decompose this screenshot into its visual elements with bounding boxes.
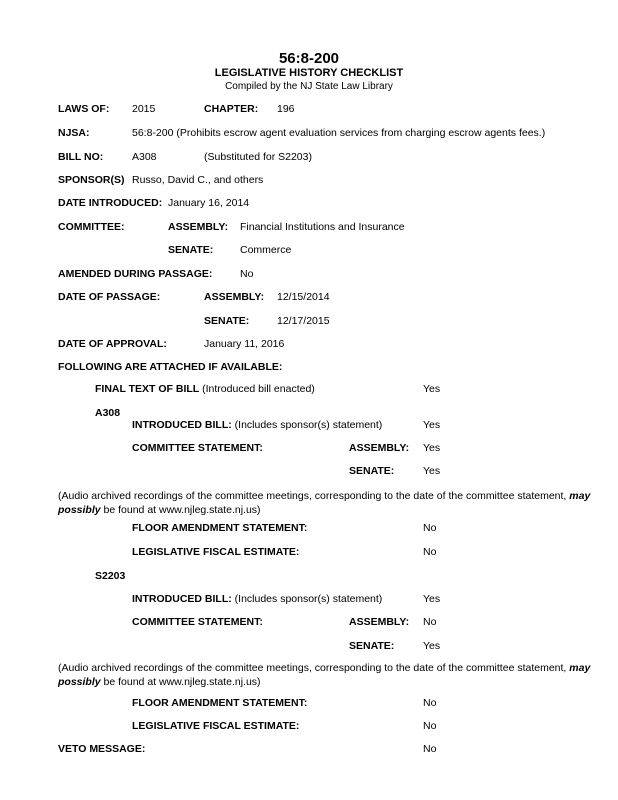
- s2203-committee-statement-label: COMMITTEE STATEMENT:: [132, 616, 263, 628]
- sponsors-label: SPONSOR(S): [58, 174, 125, 186]
- audio-note-1-post: be found at www.njleg.state.nj.us): [100, 504, 261, 517]
- veto-label: VETO MESSAGE:: [58, 743, 146, 755]
- audio-note-2-post: be found at www.njleg.state.nj.us): [100, 676, 261, 689]
- a308-assembly-label: ASSEMBLY:: [349, 442, 410, 454]
- s2203-senate-label: SENATE:: [349, 640, 395, 652]
- amended-label: AMENDED DURING PASSAGE:: [58, 268, 213, 280]
- page-subtitle: Compiled by the NJ State Law Library: [225, 81, 393, 92]
- s2203-senate-value: Yes: [423, 640, 441, 652]
- chapter-label: CHAPTER:: [204, 103, 259, 115]
- date-introduced-label: DATE INTRODUCED:: [58, 197, 163, 209]
- laws-of-value: 2015: [132, 103, 156, 115]
- attached-heading: FOLLOWING ARE ATTACHED IF AVAILABLE:: [58, 361, 283, 373]
- approval-label: DATE OF APPROVAL:: [58, 338, 167, 350]
- a308-senate-value: Yes: [423, 465, 441, 477]
- bill-a308-heading: A308: [95, 407, 121, 419]
- audio-note-2-pre: (Audio archived recordings of the committee meetings, corresponding to the date of the committee statement,: [58, 662, 570, 674]
- approval-value: January 11, 2016: [204, 338, 285, 350]
- a308-introduced-note: (Includes sponsor(s) statement): [231, 419, 383, 431]
- a308-introduced-label: INTRODUCED BILL:: [132, 419, 232, 431]
- citation-heading: 56:8-200: [278, 50, 340, 67]
- bill-s2203-heading: S2203: [95, 570, 126, 582]
- s2203-assembly-value: No: [423, 616, 437, 628]
- passage-assembly-value: 12/15/2014: [277, 291, 330, 303]
- amended-value: No: [240, 268, 254, 280]
- date-introduced-value: January 16, 2014: [168, 197, 250, 209]
- a308-fiscal-label: LEGISLATIVE FISCAL ESTIMATE:: [132, 546, 300, 558]
- njsa-label: NJSA:: [58, 127, 90, 139]
- passage-label: DATE OF PASSAGE:: [58, 291, 161, 303]
- chapter-value: 196: [277, 103, 295, 115]
- passage-assembly-label: ASSEMBLY:: [204, 291, 265, 303]
- bill-no-value: A308: [132, 151, 157, 163]
- a308-assembly-value: Yes: [423, 442, 441, 454]
- a308-floor-amendment-value: No: [423, 522, 437, 534]
- final-text-label: FINAL TEXT OF BILL: [95, 383, 200, 395]
- audio-note-2-emph: may possibly: [58, 662, 591, 689]
- s2203-introduced-note: (Includes sponsor(s) statement): [231, 593, 383, 605]
- passage-senate-label: SENATE:: [204, 315, 250, 327]
- bill-no-label: BILL NO:: [58, 151, 104, 163]
- committee-assembly-value: Financial Institutions and Insurance: [240, 221, 405, 233]
- audio-note-2: [58, 661, 603, 689]
- a308-senate-label: SENATE:: [349, 465, 395, 477]
- s2203-floor-amendment-label: FLOOR AMENDMENT STATEMENT:: [132, 697, 308, 709]
- njsa-value: 56:8-200 (Prohibits escrow agent evaluation services from charging escrow agents fees.): [132, 127, 546, 139]
- a308-floor-amendment-label: FLOOR AMENDMENT STATEMENT:: [132, 522, 308, 534]
- bill-no-note: (Substituted for S2203): [204, 151, 312, 163]
- a308-fiscal-value: No: [423, 546, 437, 558]
- final-text-row: [95, 383, 315, 395]
- a308-introduced-value: Yes: [423, 419, 441, 431]
- audio-note-1: [58, 489, 603, 517]
- sponsors-value: Russo, David C., and others: [132, 174, 264, 186]
- committee-label: COMMITTEE:: [58, 221, 125, 233]
- committee-senate-value: Commerce: [240, 244, 292, 256]
- page-title: LEGISLATIVE HISTORY CHECKLIST: [214, 67, 404, 79]
- a308-committee-statement-label: COMMITTEE STATEMENT:: [132, 442, 263, 454]
- s2203-floor-amendment-value: No: [423, 697, 437, 709]
- a308-introduced-row: [132, 419, 382, 431]
- passage-senate-value: 12/17/2015: [277, 315, 330, 327]
- audio-note-1-emph: may possibly: [58, 490, 591, 517]
- committee-senate-label: SENATE:: [168, 244, 214, 256]
- laws-of-label: LAWS OF:: [58, 103, 110, 115]
- s2203-assembly-label: ASSEMBLY:: [349, 616, 410, 628]
- audio-note-1-pre: (Audio archived recordings of the committee meetings, corresponding to the date of the committee statement,: [58, 490, 570, 502]
- s2203-fiscal-label: LEGISLATIVE FISCAL ESTIMATE:: [132, 720, 300, 732]
- veto-value: No: [423, 743, 437, 755]
- s2203-fiscal-value: No: [423, 720, 437, 732]
- s2203-introduced-label: INTRODUCED BILL:: [132, 593, 232, 605]
- s2203-introduced-row: [132, 593, 382, 605]
- final-text-note: (Introduced bill enacted): [199, 383, 315, 395]
- final-text-value: Yes: [423, 383, 441, 395]
- s2203-introduced-value: Yes: [423, 593, 441, 605]
- committee-assembly-label: ASSEMBLY:: [168, 221, 229, 233]
